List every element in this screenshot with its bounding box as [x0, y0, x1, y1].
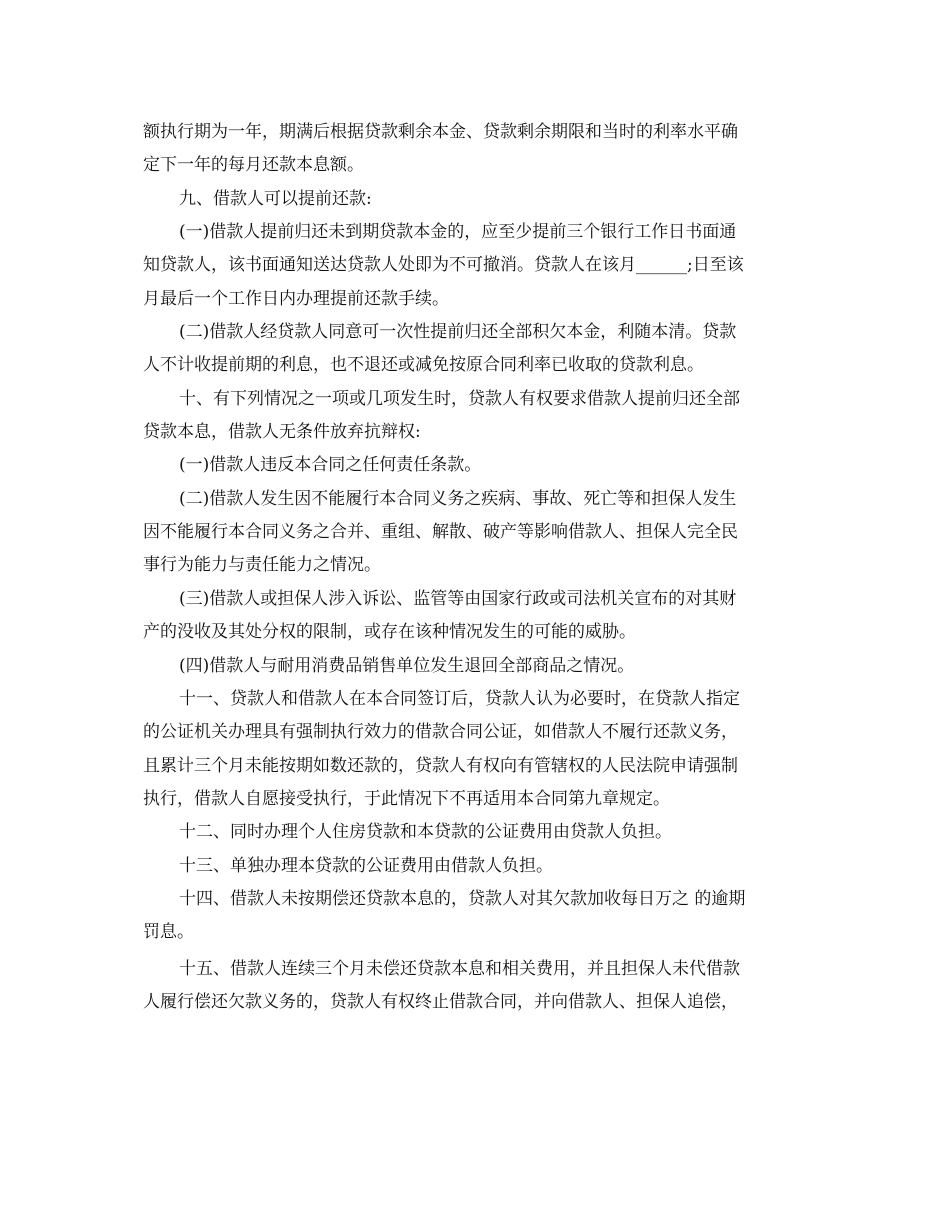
text-line: 贷款本息，借款人无条件放弃抗辩权:	[143, 422, 421, 443]
paragraph-start: (一)借款人违反本合同之任何责任条款。	[179, 455, 482, 476]
text-line: 因不能履行本合同义务之合并、重组、解散、破产等影响借款人、担保人完全民	[143, 522, 738, 543]
text-line: 定下一年的每月还款本息额。	[143, 155, 364, 176]
text-line: 产的没收及其处分权的限制，或存在该种情况发生的可能的威胁。	[143, 622, 636, 643]
paragraph-start: (二)借款人经贷款人同意可一次性提前归还全部积欠本金，利随本清。贷款	[179, 322, 737, 343]
text-line: 的公证机关办理具有强制执行效力的借款合同公证，如借款人不履行还款义务，	[143, 722, 738, 743]
clause-heading-11: 十一、贷款人和借款人在本合同签订后，贷款人认为必要时，在贷款人指定	[179, 688, 740, 709]
clause-heading-9: 九、借款人可以提前还款:	[179, 188, 372, 209]
text-line: 人不计收提前期的利息，也不退还或减免按原合同利率已收取的贷款利息。	[143, 355, 704, 376]
document-body	[143, 116, 811, 1019]
paragraph-start: (二)借款人发生因不能履行本合同义务之疾病、事故、死亡等和担保人发生	[179, 488, 737, 509]
clause-heading-12: 十二、同时办理个人住房贷款和本贷款的公证费用由贷款人负担。	[179, 822, 672, 843]
text-line: 且累计三个月未能按期如数还款的，贷款人有权向有管辖权的人民法院申请强制	[143, 755, 738, 776]
clause-heading-15: 十五、借款人连续三个月未偿还贷款本息和相关费用，并且担保人未代借款	[179, 958, 740, 979]
text-line: 执行，借款人自愿接受执行，于此情况下不再适用本合同第九章规定。	[143, 788, 670, 809]
clause-heading-13: 十三、单独办理本贷款的公证费用由借款人负担。	[179, 855, 553, 876]
text-line: 月最后一个工作日内办理提前还款手续。	[143, 288, 449, 309]
text-line: 事行为能力与责任能力之情况。	[143, 555, 381, 576]
text-line: 知贷款人，该书面通知送达贷款人处即为不可撤消。贷款人在该月______;日至该	[143, 255, 744, 276]
text-line: 罚息。	[143, 922, 194, 943]
clause-heading-10: 十、有下列情况之一项或几项发生时，贷款人有权要求借款人提前归还全部	[179, 388, 740, 409]
paragraph-start: (四)借款人与耐用消费品销售单位发生退回全部商品之情况。	[179, 655, 635, 676]
clause-heading-14: 十四、借款人未按期偿还贷款本息的，贷款人对其欠款加收每日万之 的逾期	[179, 888, 746, 909]
text-line: 人履行偿还欠款义务的，贷款人有权终止借款合同，并向借款人、担保人追偿，	[143, 991, 738, 1012]
paragraph-start: (一)借款人提前归还未到期贷款本金的，应至少提前三个银行工作日书面通	[179, 222, 737, 243]
paragraph-start: (三)借款人或担保人涉入诉讼、监管等由国家行政或司法机关宣布的对其财	[179, 588, 737, 609]
text-line: 额执行期为一年，期满后根据贷款剩余本金、贷款剩余期限和当时的利率水平确	[143, 122, 738, 142]
